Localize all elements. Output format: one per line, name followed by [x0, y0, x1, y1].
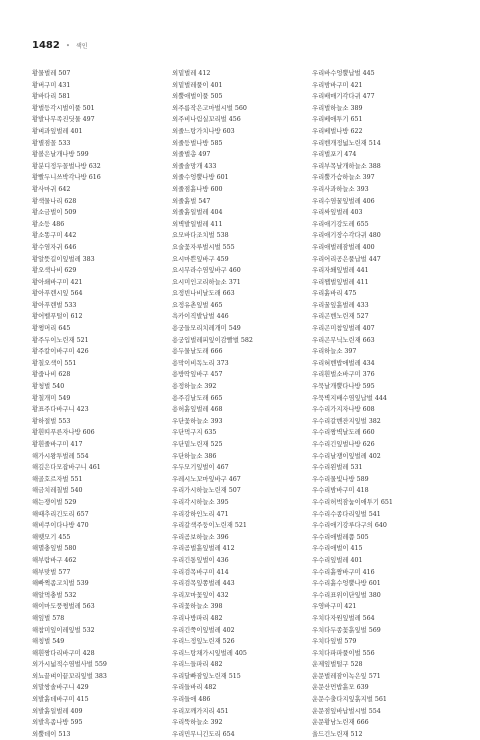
index-entry: 황주두이노린재 521 [32, 336, 89, 344]
index-entry: 우리강하인노리 471 [172, 510, 229, 518]
index-entry: 황칠오색이 551 [32, 359, 77, 367]
index-entry: 용정하늘소 392 [172, 383, 217, 391]
index-entry: 외줄점흙나방 600 [172, 185, 223, 193]
index-entry: 우리민무니긴도리 654 [172, 730, 235, 738]
index-entry: 해금치레칠벌 540 [32, 487, 83, 495]
index-entry: 외주름작은고마벌시벌 560 [172, 104, 247, 112]
index-entry: 황물벌레 507 [32, 70, 71, 77]
index-entry: 우수리허벅잠눕이애투기 651 [312, 498, 393, 506]
index-entry: 용궁들모리치레개미 549 [172, 325, 241, 333]
index-entry: 요술꽃자루벌시벌 555 [172, 243, 235, 251]
index-entry: 외주비나림실꼬리벌 456 [172, 116, 241, 124]
index-entry: 우리밤바구미 421 [312, 81, 363, 89]
index-entry: 외줄수엉뿔나방 601 [172, 174, 229, 182]
index-entry: 우수리짱벽날도레 660 [312, 429, 375, 437]
index-entry: 해잎벌 578 [32, 614, 65, 622]
index-entry: 황주칼이바구미 426 [32, 348, 89, 356]
index-entry: 황볼은날개나방 599 [32, 151, 89, 159]
index-entry: 우리싸잎벌레 403 [312, 209, 363, 217]
index-entry: 외줄솔망개 433 [172, 162, 217, 170]
index-entry: 해는쟁이벌 529 [32, 498, 77, 506]
index-entry: 외벽발일벌레 411 [172, 220, 223, 228]
index-entry: 황아푸렌벌 533 [32, 301, 77, 309]
index-entry: 황빨두니쓰박각나방 616 [32, 174, 101, 182]
index-entry: 해이마도풍쩡벌레 563 [32, 603, 95, 611]
index-entry: 용주김날도래 665 [172, 394, 223, 402]
index-entry: 황벌등각시벌이풀 501 [32, 104, 95, 112]
index-entry: 해깊은다모잡바구니 461 [32, 464, 101, 472]
index-entry: 황버구미 431 [32, 81, 71, 89]
index-entry: 우리자쐐잎벌레 441 [312, 267, 369, 275]
index-entry: 외뿔애벌이풀 505 [172, 93, 223, 101]
index-entry: 우리수염꿀잎벌레 406 [312, 197, 375, 205]
index-entry: 우수리갈벤잔지잎벌 382 [312, 417, 381, 425]
index-entry: 우단하늘소 386 [172, 452, 217, 460]
index-entry: 우단밑노린재 525 [172, 441, 223, 448]
index-entry: 우리느들파리 482 [172, 661, 223, 669]
index-entry: 우리벤개정넓노린재 514 [312, 139, 381, 147]
index-entry: 해알먹충벌 532 [32, 591, 77, 599]
index-entry: 우수리애벌레쯤 505 [312, 533, 369, 541]
index-entry: 우치다파파풀이벌 556 [312, 649, 375, 657]
index-entry: 해때추리긴도리 657 [32, 510, 89, 518]
index-entry: 우리어리공은풀납벌 447 [312, 255, 381, 263]
index-entry: 우리각시하늘소 395 [172, 498, 229, 506]
index-entry: 우리나방파리 482 [172, 614, 223, 622]
index-entry: 우리부목날개하늘소 388 [312, 162, 381, 170]
index-entry: 우리베애투기 651 [312, 116, 363, 124]
index-entry: 우수리흙짱바구미 416 [312, 568, 375, 576]
index-entry: 우리곰벌흙잎벌레 412 [172, 545, 235, 553]
index-entry: 우리긴통잎벌이 436 [172, 556, 229, 564]
index-entry: 우리벌포기 474 [312, 151, 357, 159]
index-entry: 우리들애 486 [172, 696, 211, 704]
index-columns [32, 68, 452, 740]
index-entry: 우리곤무닉노린재 663 [312, 336, 375, 344]
index-entry: 우단먹구지 635 [172, 429, 217, 437]
index-entry: 우두모기잎벌이 467 [172, 464, 229, 472]
index-entry: 우리애기강도레 655 [312, 220, 369, 228]
index-entry: 황알뜻길이잎벌레 383 [32, 255, 95, 263]
page-number: 1482 [32, 40, 60, 51]
index-entry: 황표주다바구니 423 [32, 406, 89, 414]
index-entry: 우수리표위이단잎벌 380 [312, 591, 381, 599]
index-entry: 황오색나비 629 [32, 267, 77, 275]
index-entry: 외밑벌레풀이 401 [172, 81, 223, 89]
index-entry: 우레시노꼬마잎바구 467 [172, 475, 241, 483]
index-entry: 운문산먼밥흙모 639 [312, 684, 369, 692]
index-entry: 우리흙바리 475 [312, 290, 357, 298]
index-entry: 해뗏모기 455 [32, 533, 71, 541]
index-entry: 우수리가지자나방 608 [312, 406, 375, 414]
index-entry: 요시마쁜잎바구 459 [172, 255, 229, 263]
index-entry: 우리혀벤밥애벌레 434 [312, 359, 375, 367]
index-entry: 외말쌍솔바구니 429 [32, 684, 89, 692]
index-entry: 요정빈나비날도래 663 [172, 290, 235, 298]
index-entry: 우수리애기강루다구의 640 [312, 522, 387, 530]
index-entry: 황소등 486 [32, 220, 65, 228]
index-entry: 외줄흙벌 547 [172, 197, 211, 205]
index-entry: 우리베벌나방 622 [312, 127, 363, 135]
index-entry: 요시무라수염잎바구 460 [172, 267, 241, 275]
index-entry: 운제잎벌털구 528 [312, 661, 363, 669]
index-entry: 우묵날개뿔다나방 595 [312, 383, 375, 391]
index-entry: 용허흙잎벌레 468 [172, 406, 223, 414]
header-separator: • [65, 42, 70, 50]
index-entry: 운문점잎바납벌시벌 554 [312, 707, 381, 715]
index-entry: 울드긴노린재 512 [312, 730, 363, 738]
index-entry: 황별점꼴 533 [32, 139, 71, 147]
index-entry: 우리꼬깨가지리 451 [172, 707, 229, 715]
index-entry: 우단꽃하늘소 393 [172, 417, 223, 425]
index-entry: 황사마귀 642 [32, 185, 71, 193]
index-entry: 해흰짱다리바구미 428 [32, 649, 95, 657]
page-header [32, 40, 88, 52]
index-entry: 우수리날쟁이잎벌레 402 [312, 452, 381, 460]
index-entry: 우치다잎벌 579 [312, 638, 357, 646]
index-entry: 황쩡머리 645 [32, 325, 71, 333]
index-entry: 외줄벌총 497 [172, 151, 211, 159]
index-entry: 해칭벌 549 [32, 638, 65, 646]
index-entry: 우리검목잎쫑벌레 443 [172, 580, 235, 588]
index-entry: 우리뚝하늘소 392 [172, 719, 223, 727]
index-entry: 황벼과잎벌레 401 [32, 127, 83, 135]
index-entry: 우리달빠잠잎노린재 515 [172, 672, 241, 680]
index-entry: 우수리긴잎벌나방 626 [312, 441, 375, 448]
index-entry: 황청벌 540 [32, 383, 65, 391]
index-entry: 외발흙데바구미 415 [32, 696, 89, 704]
index-column-2 [172, 68, 312, 740]
index-entry: 황흰줄바구미 417 [32, 441, 83, 448]
index-entry: 황색물나리 628 [32, 197, 77, 205]
index-entry: 우리사과하늘소 393 [312, 185, 369, 193]
index-entry: 용궁입벌레피잎이감빨벌 582 [172, 336, 253, 344]
index-entry: 외줄등벌나방 585 [172, 139, 223, 147]
index-entry: 우리배매기각다귀 477 [312, 93, 375, 101]
index-entry: 용막이비독노리 373 [172, 359, 229, 367]
index-entry: 우리벌하늘소 389 [312, 104, 363, 112]
index-entry: 해가시왕투벌레 554 [32, 452, 89, 460]
index-entry: 용두물날도래 666 [172, 348, 223, 356]
index-entry: 황흰띠푸른자나방 606 [32, 429, 95, 437]
index-entry: 우리곤벤노린재 527 [312, 313, 369, 321]
index-entry: 우수리밤바구미 418 [312, 487, 369, 495]
index-entry: 우수리애벌이 415 [312, 545, 363, 553]
index-entry: 외줄느탕가치나방 603 [172, 127, 235, 135]
index-entry: 우수리수종다리잎벌 541 [312, 510, 381, 518]
index-entry: 외뿔데이 513 [32, 730, 71, 738]
index-column-3 [312, 68, 452, 740]
index-entry: 황아푸렌시잎 564 [32, 290, 83, 298]
index-entry: 요정유촌잎벌 465 [172, 301, 223, 309]
index-entry: 우치다자원잎벌레 564 [312, 614, 375, 622]
index-entry: 요모바다조치벌 538 [172, 232, 229, 240]
index-entry: 황소똥구미 442 [32, 232, 77, 240]
index-entry: 해비쿠이다나방 470 [32, 522, 89, 530]
index-entry: 우리곤미참잎벌레 407 [312, 325, 375, 333]
index-entry: 황바다리 581 [32, 93, 71, 101]
index-entry: 해부람바구 462 [32, 556, 77, 564]
index-entry: 우묵벽지배수염잎납벌 444 [312, 394, 387, 402]
index-entry: 우리꿀잎흙벌레 433 [312, 301, 369, 309]
index-entry: 황하절벌 553 [32, 417, 71, 425]
index-entry: 우리들바리 482 [172, 684, 217, 692]
index-entry: 황칠개미 549 [32, 394, 71, 402]
index-entry: 해골호르자벌 551 [32, 475, 83, 483]
index-entry: 용방딱잎바구 457 [172, 371, 223, 379]
index-entry: 우수리왼벌레 531 [312, 464, 363, 472]
index-entry: 요시미인고리하늘소 371 [172, 278, 241, 286]
index-entry: 운문수출다지잎흙지벌 561 [312, 696, 387, 704]
index-entry: 우리검목바구미 414 [172, 568, 229, 576]
index-entry: 황아쇄바구미 421 [32, 278, 83, 286]
index-entry: 외줄흙일벌레 404 [172, 209, 223, 217]
index-entry: 우리흰벌소바구미 376 [312, 371, 375, 379]
index-entry: 우리느정잎노린재 526 [172, 638, 235, 646]
index-entry: 해부맞벌 577 [32, 568, 71, 576]
index-entry: 외발흙일벌레 409 [32, 707, 83, 715]
index-entry: 우리꼬마꽃잎이 432 [172, 591, 229, 599]
index-entry: 우수리물빛나방 589 [312, 475, 369, 483]
index-entry: 우리하늘소 397 [312, 348, 357, 356]
index-entry: 우리긴쭉이잎벌레 402 [172, 626, 235, 634]
index-entry: 우리곰보하늘소 396 [172, 533, 229, 541]
index-entry: 외뇨끝벼이끝꼬리잎벌 383 [32, 672, 107, 680]
index-entry: 우영바구미 421 [312, 603, 357, 611]
index-entry: 우리꽃하늘소 398 [172, 603, 223, 611]
index-entry: 우리쨉벌잎벌레 411 [312, 278, 369, 286]
index-entry: 우수리잎벌레 401 [312, 556, 363, 564]
index-column-1 [32, 68, 172, 740]
index-entry: 운문황남노린재 666 [312, 719, 369, 727]
index-entry: 해멸충잎벌 580 [32, 545, 77, 553]
index-entry: 우리바수엉뿔납벌 445 [312, 70, 375, 77]
index-entry: 우리애벌레잠벌레 400 [312, 243, 375, 251]
index-entry: 황어벨푸털이 612 [32, 313, 83, 321]
section-label: 색인 [75, 43, 88, 50]
index-entry: 황발나무족진딧물 497 [32, 116, 95, 124]
index-entry: 욕카이직발납벌 446 [172, 313, 229, 321]
index-entry: 외밑벌레 412 [172, 70, 211, 77]
index-entry: 운문벌레잠이녹은잎 571 [312, 672, 381, 680]
index-entry: 황소금벌이 509 [32, 209, 77, 217]
index-entry: 우리가시하늘노린재 507 [172, 487, 241, 495]
index-entry: 우리애기장수각다귀 480 [312, 232, 381, 240]
index-entry: 외가시넓적수염벌사벌 559 [32, 661, 107, 669]
index-entry: 해빠쩍좀고치벌 539 [32, 580, 89, 588]
index-entry: 황분디정두꼴벌나방 632 [32, 162, 101, 170]
index-entry: 우리뿔가슴하늘소 397 [312, 174, 375, 182]
index-entry: 해참미잎이레잎벌 532 [32, 626, 95, 634]
index-entry: 외발흑좀나방 595 [32, 719, 83, 727]
index-entry: 우수리흙수엉뿔나방 601 [312, 580, 381, 588]
index-entry: 우치다두종꽃흙잎벌 569 [312, 626, 381, 634]
index-entry: 황수염자귀 646 [32, 243, 77, 251]
index-entry: 우리갈색주둥이노린재 521 [172, 522, 247, 530]
index-entry: 황줍나비 628 [32, 371, 71, 379]
index-entry: 우리느탕채가시잎벌레 405 [172, 649, 247, 657]
